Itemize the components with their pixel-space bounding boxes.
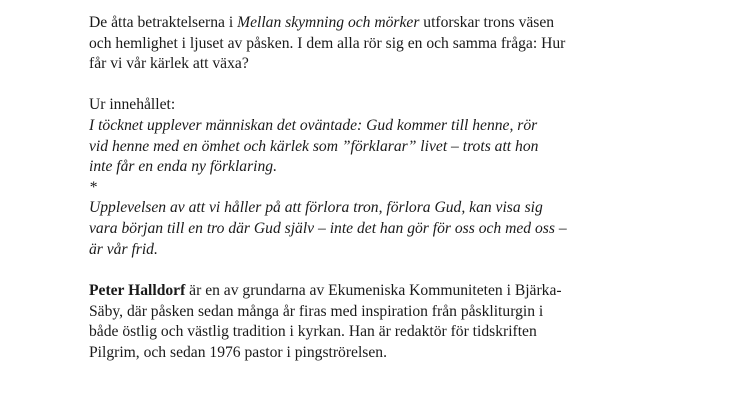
- quote-2-line-3: är vår frid.: [89, 240, 158, 258]
- intro-text-start: De åtta betraktelserna i: [89, 14, 238, 31]
- author-line-1: [89, 281, 689, 302]
- author-bio-start: är en av grundarna av Ekumeniska Kommuniteten i Bjärka-: [185, 282, 562, 300]
- intro-paragraph: [89, 13, 689, 75]
- quote-2-line-2: vara början till en tro där Gud själv – inte det han gör för oss och med oss –: [89, 219, 567, 237]
- quote-1-line-3: inte får en enda ny förklaring.: [89, 158, 277, 176]
- author-line-2: Säby, där påsken sedan många år firas med inspiration från påskliturgin i: [89, 302, 544, 320]
- quote-2-line-1: Upplevelsen av att vi håller på att förlora tron, förlora Gud, kan visa sig: [89, 199, 543, 217]
- quote-1-line-1: I töcknet upplever människan det oväntade: Gud kommer till henne, rör: [89, 116, 538, 134]
- intro-line-3: får vi vår kärlek att växa?: [89, 55, 249, 73]
- author-name: Peter Halldorf: [89, 282, 186, 300]
- author-line-4: Pilgrim, och sedan 1976 pastor i pingströrelsen.: [89, 343, 387, 361]
- quote-1-line-2: vid henne med en ömhet och kärlek som ”förklarar” livet – trots att hon: [89, 137, 539, 155]
- quote-separator: *: [89, 178, 97, 196]
- intro-text-end: utforskar trons väsen: [419, 14, 555, 31]
- book-description: [89, 13, 689, 364]
- book-title: Mellan skymning och mörker: [237, 14, 420, 31]
- author-line-3: både östlig och västlig tradition i kyrkan. Han är redaktör för tidskriften: [89, 323, 537, 341]
- intro-line-2: och hemlighet i ljuset av påsken. I dem alla rör sig en och samma fråga: Hur: [89, 34, 566, 52]
- author-bio: [89, 281, 689, 363]
- excerpt-section: [89, 95, 689, 260]
- intro-line-1: [89, 13, 689, 34]
- excerpt-heading: Ur innehållet:: [89, 96, 176, 114]
